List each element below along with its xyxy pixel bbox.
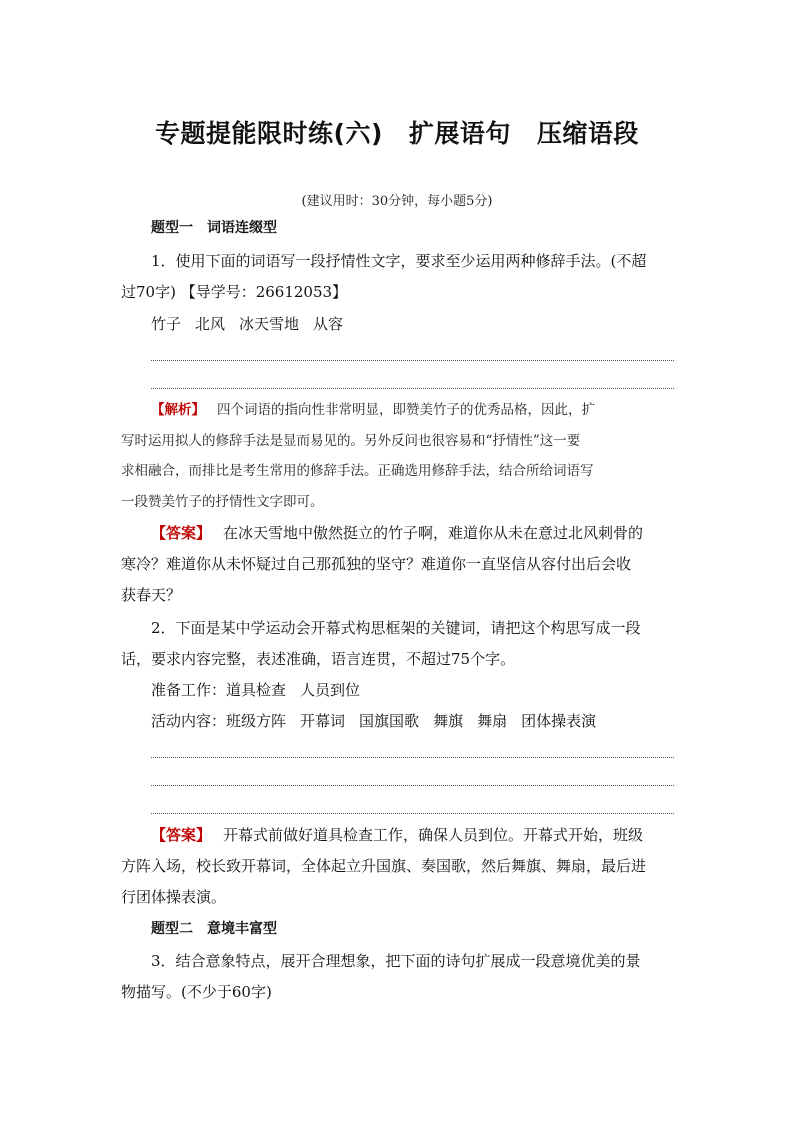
word-item: 从容 xyxy=(313,315,344,333)
analysis-1-line-1 xyxy=(151,399,674,421)
answer-2-line-2: 方阵入场，校长致开幕词，全体起立升国旗、奏国歌，然后舞旗、舞扇，最后进 xyxy=(121,857,647,875)
title-part-3: 压缩语段 xyxy=(536,119,639,148)
answer-line xyxy=(151,360,674,361)
word-item: 竹子 xyxy=(151,315,182,333)
answer-line xyxy=(151,813,674,814)
prep-item: 道具检查 xyxy=(226,681,287,699)
activity-item: 舞旗 xyxy=(433,712,464,730)
title-part-2: 扩展语句 xyxy=(408,119,511,148)
prep-label: 准备工作： xyxy=(151,681,227,699)
analysis-text: 四个词语的指向性非常明显，即赞美竹子的优秀品格，因此，扩 xyxy=(217,402,595,418)
answer-tag: 【答案】 xyxy=(151,826,212,844)
section-heading-2 xyxy=(151,918,674,940)
answer-line xyxy=(151,388,674,389)
activity-item: 舞扇 xyxy=(477,712,508,730)
answer-2-line-3: 行团体操表演。 xyxy=(121,888,227,906)
answer-line xyxy=(151,757,674,758)
activity-label: 活动内容： xyxy=(151,712,227,730)
question-2-prep xyxy=(151,679,674,701)
question-3-line-2: 物描写。(不少于60字) xyxy=(121,983,272,1001)
question-1-line-1: 1．使用下面的词语写一段抒情性文字，要求至少运用两种修辞手法。(不超 xyxy=(151,252,647,270)
answer-text: 开幕式前做好道具检查工作，确保人员到位。开幕式开始，班级 xyxy=(223,826,644,844)
page-title xyxy=(0,114,794,150)
activity-item: 国旗国歌 xyxy=(359,712,420,730)
analysis-1-line-3: 求相融合，而排比是考生常用的修辞手法。正确选用修辞手法，结合所给词语写 xyxy=(121,463,594,479)
question-3-line-1: 3．结合意象特点，展开合理想象，把下面的诗句扩展成一段意境优美的景 xyxy=(151,952,641,970)
word-item: 北风 xyxy=(195,315,226,333)
activity-item: 开幕词 xyxy=(300,712,346,730)
prep-item: 人员到位 xyxy=(300,681,361,699)
section-1-name: 词语连缀型 xyxy=(207,220,277,236)
question-2-line-1: 2．下面是某中学运动会开幕式构思框架的关键词，请把这个构思写成一段 xyxy=(151,619,641,637)
question-2-line-2: 话，要求内容完整，表述准确，语言连贯，不超过75个字。 xyxy=(121,650,516,668)
title-part-1: 专题提能限时练(六) xyxy=(155,119,383,148)
answer-1-line-3: 获春天？ xyxy=(121,586,182,604)
question-1-line-2: 过70字) 【导学号：26612053】 xyxy=(121,283,348,301)
analysis-1-line-4: 一段赞美竹子的抒情性文字即可。 xyxy=(121,494,324,510)
answer-1-line-1 xyxy=(151,522,674,544)
activity-item: 班级方阵 xyxy=(226,712,287,730)
activity-item: 团体操表演 xyxy=(521,712,597,730)
answer-tag: 【答案】 xyxy=(151,524,212,542)
section-2-name: 意境丰富型 xyxy=(207,921,277,937)
question-1-words xyxy=(151,313,674,335)
analysis-tag: 【解析】 xyxy=(151,402,205,418)
answer-line xyxy=(151,785,674,786)
section-1-label: 题型一 xyxy=(151,220,193,236)
word-item: 冰天雪地 xyxy=(239,315,300,333)
section-heading-1 xyxy=(151,217,674,239)
answer-text: 在冰天雪地中傲然挺立的竹子啊，难道你从未在意过北风刺骨的 xyxy=(223,524,644,542)
time-suggestion: (建议用时：30分钟，每小题5分) xyxy=(301,194,493,209)
section-2-label: 题型二 xyxy=(151,921,193,937)
answer-1-line-2: 寒冷？难道你从未怀疑过自己那孤独的坚守？难道你一直坚信从容付出后会收 xyxy=(121,555,632,573)
analysis-1-line-2: 写时运用拟人的修辞手法是显而易见的。另外反问也很容易和“抒情性”这一要 xyxy=(121,433,581,449)
answer-2-line-1 xyxy=(151,824,674,846)
question-2-activities xyxy=(151,710,674,732)
